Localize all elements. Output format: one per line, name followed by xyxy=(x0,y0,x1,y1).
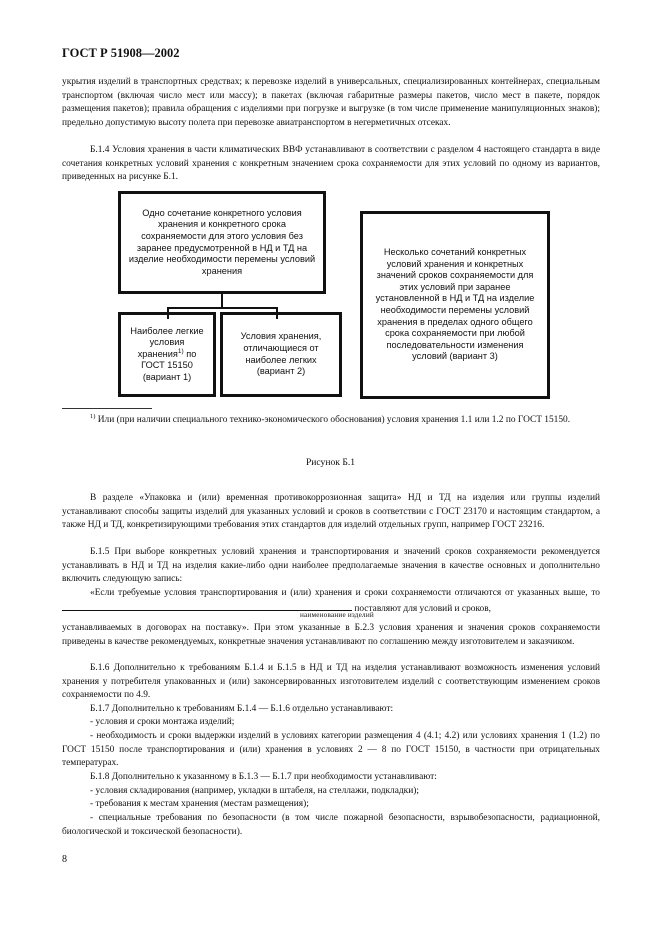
paragraph-section: В разделе «Упаковка и (или) временная противокоррозионная защита» НД и ТД на изделия или группы изделий устанавливают способы защиты изделий для указанных условий и сроков в соответствии с ГОСТ 23170 и настоящим стандартом, а также НД и ТД, конкретизирующими требования этих стандартов для изделий отдельных групп, например ГОСТ 23216. xyxy=(62,493,600,531)
blank-line xyxy=(62,601,352,611)
connector-vertical xyxy=(221,294,223,308)
paragraph-b17: Б.1.7 Дополнительно к требованиям Б.1.4 — Б.1.6 отдельно устанавливают: xyxy=(90,704,394,714)
footnote xyxy=(62,414,600,428)
diagram-top-box xyxy=(118,191,326,294)
variant3-text: Несколько сочетаний конкретных условий хранения и конкретных значений сроков сохраняемости для этих условий при заранее установленной в НД и ТД на изделие необходимости перемены условий хранения в пределах одного общего срока сохраняемости при любой последовательности изменения условий (вариант 3) xyxy=(375,247,535,362)
list-item: - специальные требования по безопасности (в том числе пожарной безопасности, взрывобезопасности, радиационной, биологической и токсической безопасности). xyxy=(62,813,600,837)
list-item: - необходимость и сроки выдержки изделий в условиях категории размещения 4 (4.1; 4.2) или условиях хранения 1 (1.2) по ГОСТ 15150 после транспортирования и (или) хранения в условиях 2 — 8 по ГОСТ 15150, в частности при отрицательных температурах. xyxy=(62,731,600,769)
connector-horizontal xyxy=(167,307,277,309)
diagram-variant1-box xyxy=(118,312,216,397)
paragraph-b15: Б.1.5 При выборе конкретных условий хранения и транспортирования и значений сроков сохраняемости рекомендуется устанавливать в НД и ТД на изделия какие-либо одни наиболее предполагаемые значения в качестве основных и дополнительно включить следующую запись: xyxy=(62,547,600,585)
diagram-variant2-box xyxy=(220,312,342,397)
quote-text-b: поставляют для условий и сроков, xyxy=(354,603,491,614)
footnote-mark: 1) xyxy=(90,412,96,420)
variant1-text-b: по ГОСТ 15150 (вариант 1) xyxy=(141,348,197,382)
footnote-text: Или (при наличии специального технико-экономического обоснования) условия хранения 1.1 или 1.2 по ГОСТ 15150. xyxy=(97,415,571,425)
paragraph-intro: укрытия изделий в транспортных средствах; к перевозке изделий в универсальных, специализированных контейнерах, специальным транспортом (включая число мест или массу); в пакетах (включая габаритные размеры пакетов, число мест в пакете, порядок размещения пакетов); правила обращения с изделиями при погрузке и выгрузке (в том числе применение манипуляционных знаков); предельно допустимую высоту полета при перевозке авиатранспортом в негерметичных отсеках. xyxy=(62,77,600,128)
variant1-text-a: Наиболее легкие условия хранения xyxy=(130,325,204,359)
list-item: - условия складирования (например, укладки в штабеля, на стеллажи, подкладки); xyxy=(90,786,419,796)
list-item: - требования к местам хранения (местам размещения); xyxy=(90,799,309,809)
variant2-text: Условия хранения, отличающиеся от наиболее легких (вариант 2) xyxy=(240,331,322,377)
paragraph-quote-c: устанавливаемых в договорах на поставку». При этом указанные в Б.2.3 условия хранения и значения сроков сохраняемости приведены в качестве рекомендуемых, конкретные значения устанавливают по соглашению между изготовителем и заказчиком. xyxy=(62,623,600,647)
blank-caption: наименование изделий xyxy=(300,611,374,619)
variant1-footnote-mark: 1) xyxy=(177,347,184,355)
paragraph-b14: Б.1.4 Условия хранения в части климатических ВВФ устанавливают в соответствии с разделом 4 настоящего стандарта в виде сочетания конкретных условий хранения с конкретным значением срока сохраняемости для этих условий по одному из вариантов, приведенных на рисунке Б.1. xyxy=(62,145,600,183)
paragraph-b16: Б.1.6 Дополнительно к требованиям Б.1.4 и Б.1.5 в НД и ТД на изделия устанавливают возможность изменения условий хранения у потребителя упакованных и (или) законсервированных изготовителем изделий с соответствующим изменением сроков сохраняемости по 4.9. xyxy=(62,663,600,701)
page-header: ГОСТ Р 51908—2002 xyxy=(62,46,180,60)
quote-text-a: «Если требуемые условия транспортирования и (или) хранения и сроки сохраняемости отличаются от указанных выше, то xyxy=(90,588,600,598)
diagram-variant3-box xyxy=(360,211,550,399)
footnote-divider xyxy=(62,408,152,409)
list-item: - условия и сроки монтажа изделий; xyxy=(90,717,235,727)
paragraph-b18: Б.1.8 Дополнительно к указанному в Б.1.3 — Б.1.7 при необходимости устанавливают: xyxy=(90,772,437,782)
diagram-top-box-text: Одно сочетание конкретного условия хранения и конкретного срока сохраняемости для этого условия без заранее предусмотренной в НД и ТД на изделие необходимости перемены условий хранения xyxy=(128,207,316,276)
page-number: 8 xyxy=(62,854,67,865)
figure-caption: Рисунок Б.1 xyxy=(305,457,356,468)
